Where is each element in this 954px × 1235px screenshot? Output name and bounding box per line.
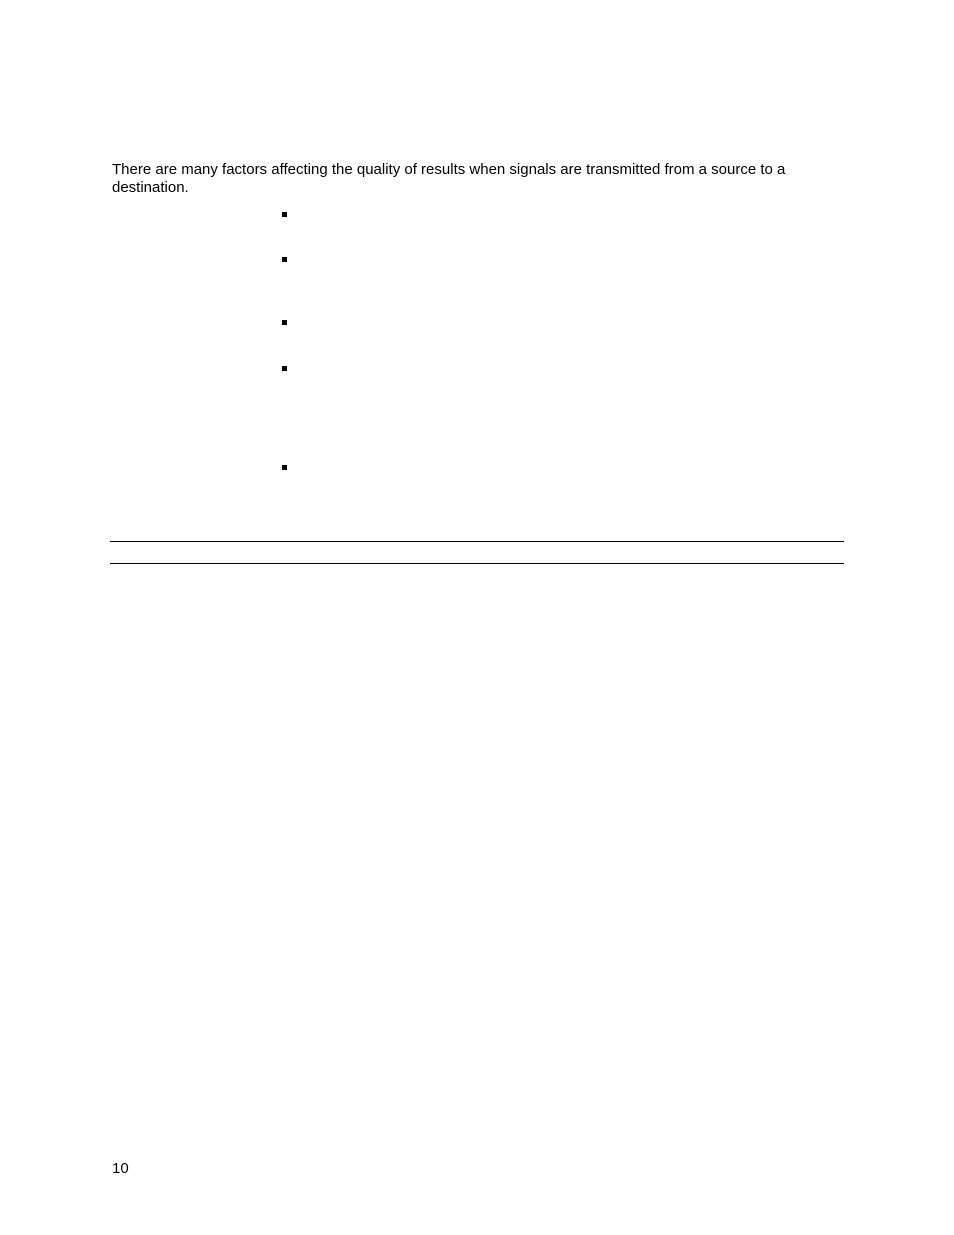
bullet-marker	[282, 320, 287, 325]
intro-paragraph: There are many factors affecting the quality of results when signals are transmitted from a source to a destination.	[112, 161, 786, 196]
page-number: 10	[112, 1160, 129, 1177]
horizontal-rule-bottom	[110, 563, 844, 564]
bullet-marker	[282, 212, 287, 217]
horizontal-rule-top	[110, 541, 844, 542]
bullet-marker	[282, 257, 287, 262]
bullet-marker	[282, 465, 287, 470]
bullet-marker	[282, 366, 287, 371]
